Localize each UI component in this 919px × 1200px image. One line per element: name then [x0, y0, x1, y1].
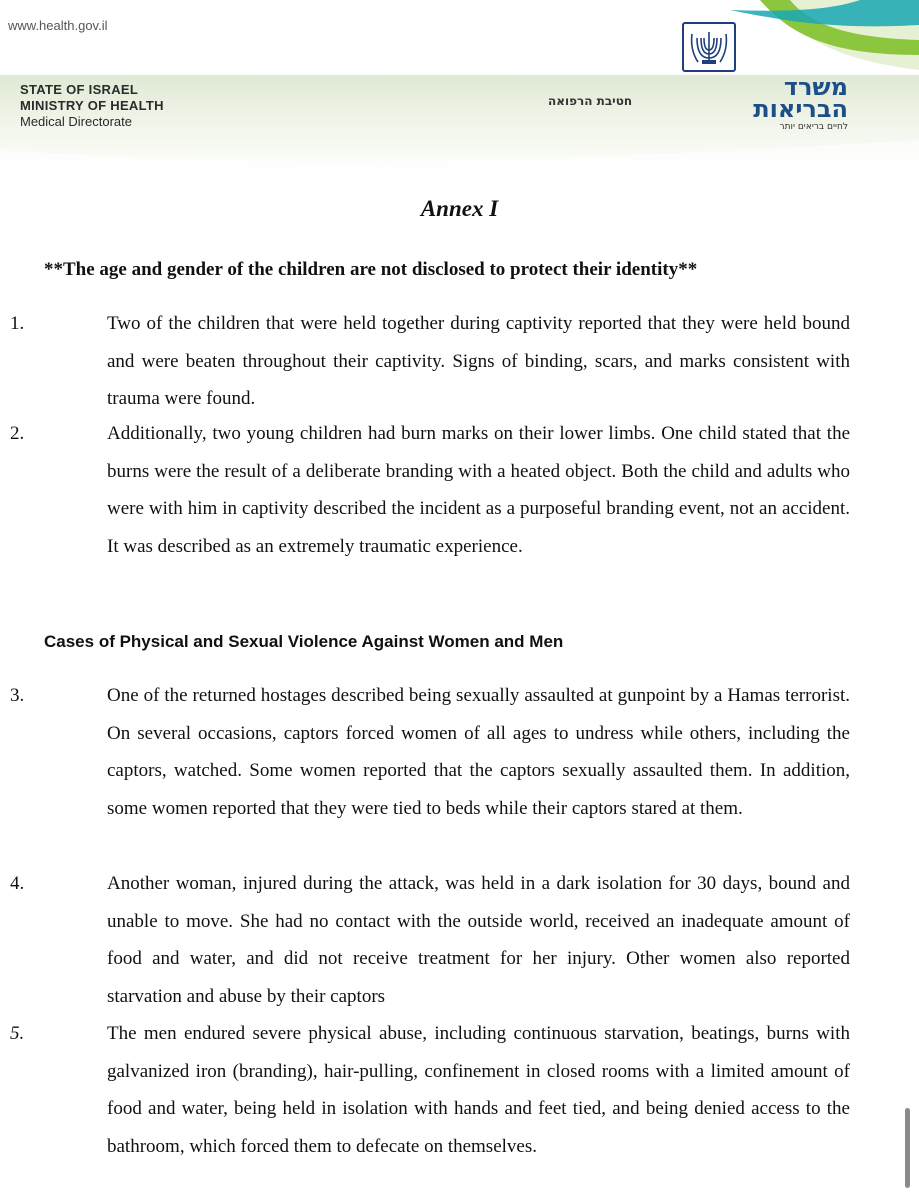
- org-ministry-label: MINISTRY OF HEALTH: [20, 98, 164, 113]
- ministry-logo: [730, 73, 848, 134]
- ministry-logo-line2: הבריאות: [753, 95, 848, 123]
- section-heading: Cases of Physical and Sexual Violence Against Women and Men: [44, 632, 564, 651]
- annex-title: Annex I: [420, 196, 499, 221]
- item-number: 5.: [10, 1023, 25, 1044]
- org-directorate-label: Medical Directorate: [20, 114, 132, 129]
- org-name-block: [20, 82, 164, 130]
- hebrew-directorate-label: חטיבת הרפואה: [548, 94, 633, 108]
- disclaimer-note: **The age and gender of the children are not disclosed to protect their identity**: [44, 259, 698, 280]
- item-number: 1.: [10, 313, 25, 334]
- item-number: 2.: [10, 423, 25, 444]
- item-text: Two of the children that were held together during captivity reported that they were held bound and were beaten throughout their captivity. Signs of binding, scars, and marks consistent with trauma were found.: [107, 313, 850, 409]
- item-number: 4.: [10, 873, 25, 894]
- item-text: Additionally, two young children had burn marks on their lower limbs. One child stated that the burns were the result of a deliberate branding with a heated object. Both the child and adults who were with him in captivity described the incident as a purposeful branding event, not an accident. It was described as an extremely traumatic experience.: [107, 423, 850, 557]
- ministry-logo-line1: משרד: [783, 73, 848, 101]
- item-number: 3.: [10, 685, 25, 706]
- org-state-label: STATE OF ISRAEL: [20, 82, 139, 97]
- scrollbar-thumb[interactable]: [905, 1108, 910, 1188]
- item-text: Another woman, injured during the attack, was held in a dark isolation for 30 days, bound and unable to move. She had no contact with the outside world, received an inadequate amount of food and water, and did not receive treatment for her injury. Other women also reported starvation and abuse by their captors: [107, 873, 850, 1007]
- state-emblem-icon: [682, 22, 736, 72]
- website-url: www.health.gov.il: [8, 18, 108, 33]
- ministry-logo-tagline: לחיים בריאים יותר: [779, 122, 848, 132]
- item-text: One of the returned hostages described being sexually assaulted at gunpoint by a Hamas terrorist. On several occasions, captors forced women of all ages to undress while others, including the captors, watched. Some women reported that the captors sexually assaulted them. In addition, some women reported that they were tied to beds while their captors stared at them.: [107, 685, 850, 819]
- item-text: The men endured severe physical abuse, including continuous starvation, beatings, burns with galvanized iron (branding), hair-pulling, confinement in closed rooms with a limited amount of food and water, being held in isolation with hands and feet tied, and being denied access to the bathroom, which forced them to defecate on themselves.: [107, 1023, 850, 1157]
